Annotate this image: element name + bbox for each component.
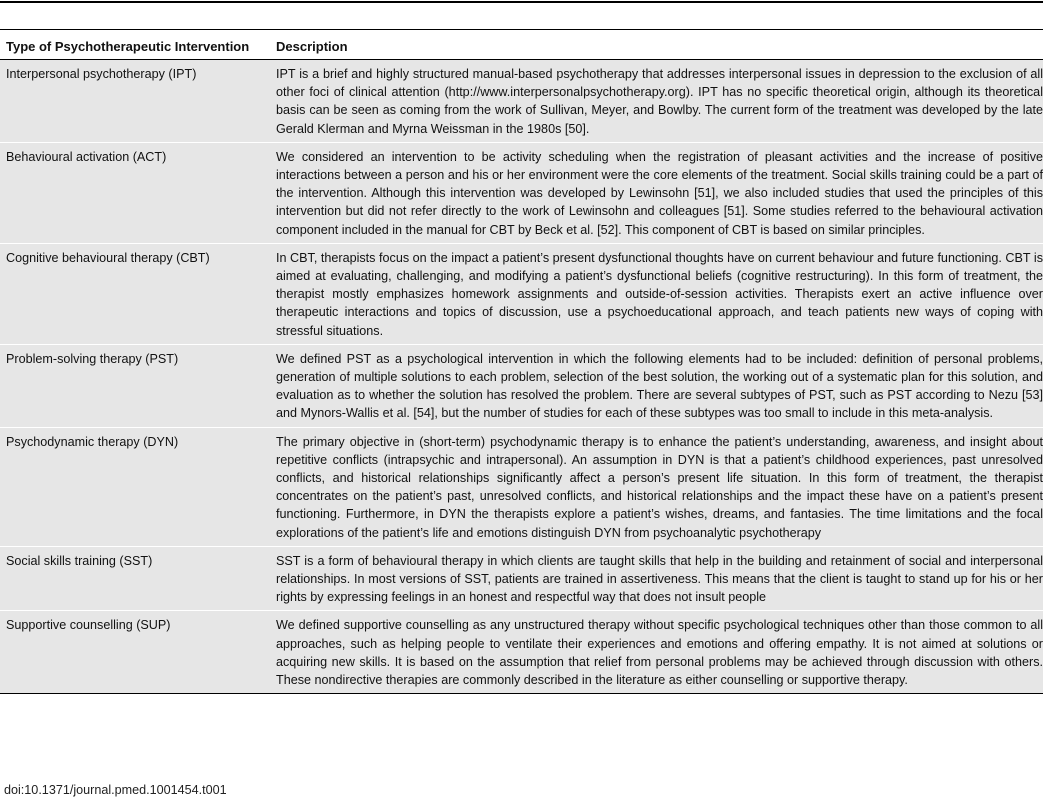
intervention-type-cell: Psychodynamic therapy (DYN): [0, 427, 270, 546]
intervention-type-cell: Interpersonal psychotherapy (IPT): [0, 60, 270, 143]
table-row: [0, 546, 1043, 611]
intervention-type-cell: Cognitive behavioural therapy (CBT): [0, 243, 270, 344]
intervention-description-cell: IPT is a brief and highly structured manual-based psychotherapy that addresses interpersonal issues in depression to the exclusion of all other foci of clinical attention (http://www.interpersonalpsychotherapy.org). IPT has no specific theoretical origin, although its theoretical basis can be seen as coming from the work of Sullivan, Meyer, and Bowlby. The current form of the treatment was developed by the late Gerald Klerman and Myrna Weissman in the 1980s [50].: [270, 60, 1043, 143]
description-column-header: Description: [270, 30, 1043, 60]
intervention-type-cell: Behavioural activation (ACT): [0, 142, 270, 243]
table-row: [0, 142, 1043, 243]
doi-footnote: doi:10.1371/journal.pmed.1001454.t001: [4, 783, 227, 797]
intervention-description-cell: We considered an intervention to be activity scheduling when the registration of pleasant activities and the increase of positive interactions between a person and his or her environment were the core elements of the treatment. Social skills training could be a part of the intervention. Although this intervention was developed by Lewinsohn [51], we also included studies that used the principles of this intervention but did not refer directly to the work of Lewinsohn and colleagues [51]. Some studies referred to the behavioural activation component included in the manual for CBT by Beck et al. [52]. This component of CBT is based on similar principles.: [270, 142, 1043, 243]
intervention-description-cell: In CBT, therapists focus on the impact a patient’s present dysfunctional thoughts have on current behaviour and future functioning. CBT is aimed at evaluating, challenging, and modifying a patient’s dysfunctional beliefs (cognitive restructuring). In this form of treatment, the therapist mostly emphasizes homework assignments and outside-of-session activities. Therapists exert an active influence over therapeutic interactions and topics of discussion, use a psychoeducational approach, and teach patients new ways of coping with stressful situations.: [270, 243, 1043, 344]
intervention-description-cell: SST is a form of behavioural therapy in which clients are taught skills that help in the building and retainment of social and interpersonal relationships. In most versions of SST, patients are trained in assertiveness. This means that the client is taught to stand up for his or her rights by expressing feelings in an honest and respectful way that does not insult people: [270, 546, 1043, 611]
table-row: [0, 611, 1043, 694]
table-header-row: [0, 30, 1043, 60]
intervention-type-cell: Supportive counselling (SUP): [0, 611, 270, 694]
table-row: [0, 427, 1043, 546]
intervention-description-cell: We defined supportive counselling as any unstructured therapy without specific psychological techniques other than those common to all approaches, such as helping people to ventilate their experiences and emotions and offering empathy. It is not aimed at solutions or acquiring new skills. It is based on the assumption that relief from personal problems may be achieved through discussion with others. These nondirective therapies are commonly described in the literature as either counselling or supportive therapy.: [270, 611, 1043, 694]
top-rule: [0, 1, 1043, 3]
interventions-table: [0, 30, 1043, 694]
table-row: [0, 344, 1043, 427]
intervention-description-cell: We defined PST as a psychological intervention in which the following elements had to be included: definition of personal problems, generation of multiple solutions to each problem, selection of the best solution, the working out of a systematic plan for this solution, and evaluation as to whether the solution has resolved the problem. There are several subtypes of PST, such as PST according to Nezu [53] and Mynors-Wallis et al. [54], but the number of studies for each of these subtypes was too small to include in this meta-analysis.: [270, 344, 1043, 427]
intervention-description-cell: The primary objective in (short-term) psychodynamic therapy is to enhance the patient’s understanding, awareness, and insight about repetitive conflicts (intrapsychic and intrapersonal). An assumption in DYN is that a patient’s childhood experiences, past unresolved conflicts, and historical relationships significantly affect a person’s present life situation. In this form of treatment, the therapist concentrates on the patient’s past, unresolved conflicts, and historical relationships and the impact these have on a patient’s present functioning. Furthermore, in DYN the therapists explore a patient’s wishes, dreams, and fantasies. The time limitations and the focal explorations of the patient’s life and emotions distinguish DYN from psychoanalytic psychotherapy: [270, 427, 1043, 546]
intervention-type-cell: Problem-solving therapy (PST): [0, 344, 270, 427]
type-column-header: Type of Psychotherapeutic Intervention: [0, 30, 270, 60]
intervention-type-cell: Social skills training (SST): [0, 546, 270, 611]
table-row: [0, 243, 1043, 344]
table-row: [0, 60, 1043, 143]
